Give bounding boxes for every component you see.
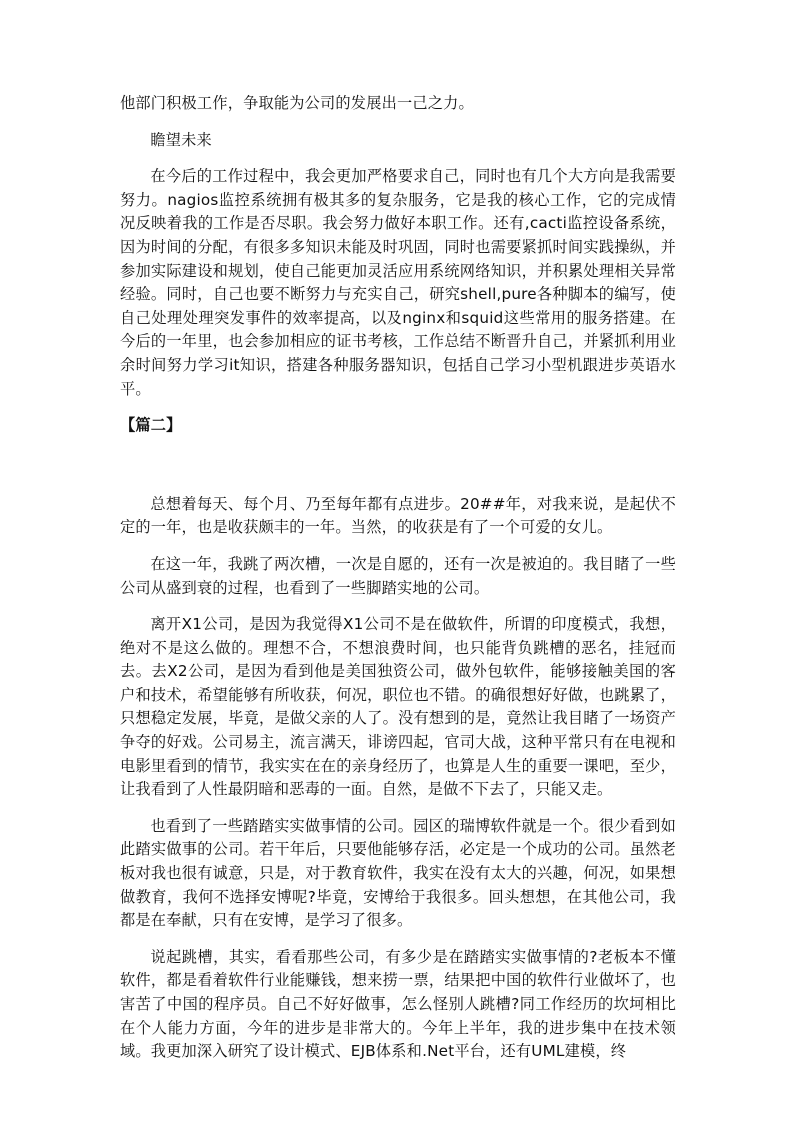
paragraph-continuation: 他部门积极工作，争取能为公司的发展出一己之力。	[120, 94, 474, 112]
paragraph-5: 说起跳槽，其实，看看那些公司，有多少是在踏踏实实做事情的?老板本不懂软件，都是看着软件行业能赚钱，想来捞一票，结果把中国的软件行业做坏了，也害苦了中国的程序员。自己不好好做事，怎么怪别人跳槽?同工作经历的坎坷相比在个人能力方面，今年的进步是非常大的。今年上半年，我的进步集中在技术领域。我更加深入研究了设计模式、EJB体系和.Net平台，还有UML建模，终	[120, 947, 676, 1061]
paragraph-2: 在这一年，我跳了两次槽，一次是自愿的，还有一次是被迫的。我目睹了一些公司从盛到衰的过程，也看到了一些脚踏实地的公司。	[120, 554, 676, 597]
paragraph-1: 总想着每天、每个月、乃至每年都有点进步。20##年，对我来说，是起伏不定的一年，也是收获颇丰的一年。当然，的收获是有了一个可爱的女儿。	[120, 494, 676, 537]
paragraph-4: 也看到了一些踏踏实实做事情的公司。园区的瑞博软件就是一个。很少看到如此踏实做事的公司。若干年后，只要他能够存活，必定是一个成功的公司。虽然老板对我也很有诚意，只是，对于教育软件，我实在没有太大的兴趣，何况，如果想做教育，我何不选择安博呢?毕竟，安博给于我很多。回头想想，在其他公司，我都是在奉献，只有在安博，是学习了很多。	[120, 816, 676, 930]
document-page	[120, 92, 676, 1077]
paragraph-future: 在今后的工作过程中，我会更加严格要求自己，同时也有几个大方向是我需要努力。nagios监控系统拥有极其多的复杂服务，它是我的核心工作，它的完成情况反映着我的工作是否尽职。我会努力做好本职工作。还有,cacti监控设备系统，因为时间的分配，有很多多知识未能及时巩固，同时也需要紧抓时间实践操纵，并参加实际建设和规划，使自己能更加灵活应用系统网络知识，并积累处理相关异常经验。同时，自己也要不断努力与充实自己，研究shell,pure各种脚本的编写，使自己处理处理突发事件的效率提高，以及nginx和squid这些常用的服务搭建。在今后的一年里，也会参加相应的证书考核，工作总结不断晋升自己，并紧抓利用业余时间努力学习it知识，搭建各种服务器知识，包括自己学习小型机跟进步英语水平。	[120, 167, 676, 398]
section-title: 【篇二】	[120, 416, 182, 435]
heading-future: 瞻望未来	[150, 130, 212, 149]
paragraph-3: 离开X1公司，是因为我觉得X1公司不是在做软件，所谓的印度模式，我想，绝对不是这么做的。理想不合，不想浪费时间，也只能背负跳槽的恶名，挂冠而去。去X2公司，是因为看到他是美国独资公司，做外包软件，能够接触美国的客户和技术，希望能够有所收获，何况，职位也不错。的确很想好好做，也跳累了，只想稳定发展，毕竟，是做父亲的人了。没有想到的是，竟然让我目睹了一场资产争夺的好戏。公司易主，流言满天，诽谤四起，官司大战，这种平常只有在电视和电影里看到的情节，我实实在在的亲身经历了，也算是人生的重要一课吧，至少，让我看到了人性最阴暗和恶毒的一面。自然，是做不下去了，只能又走。	[120, 615, 676, 799]
